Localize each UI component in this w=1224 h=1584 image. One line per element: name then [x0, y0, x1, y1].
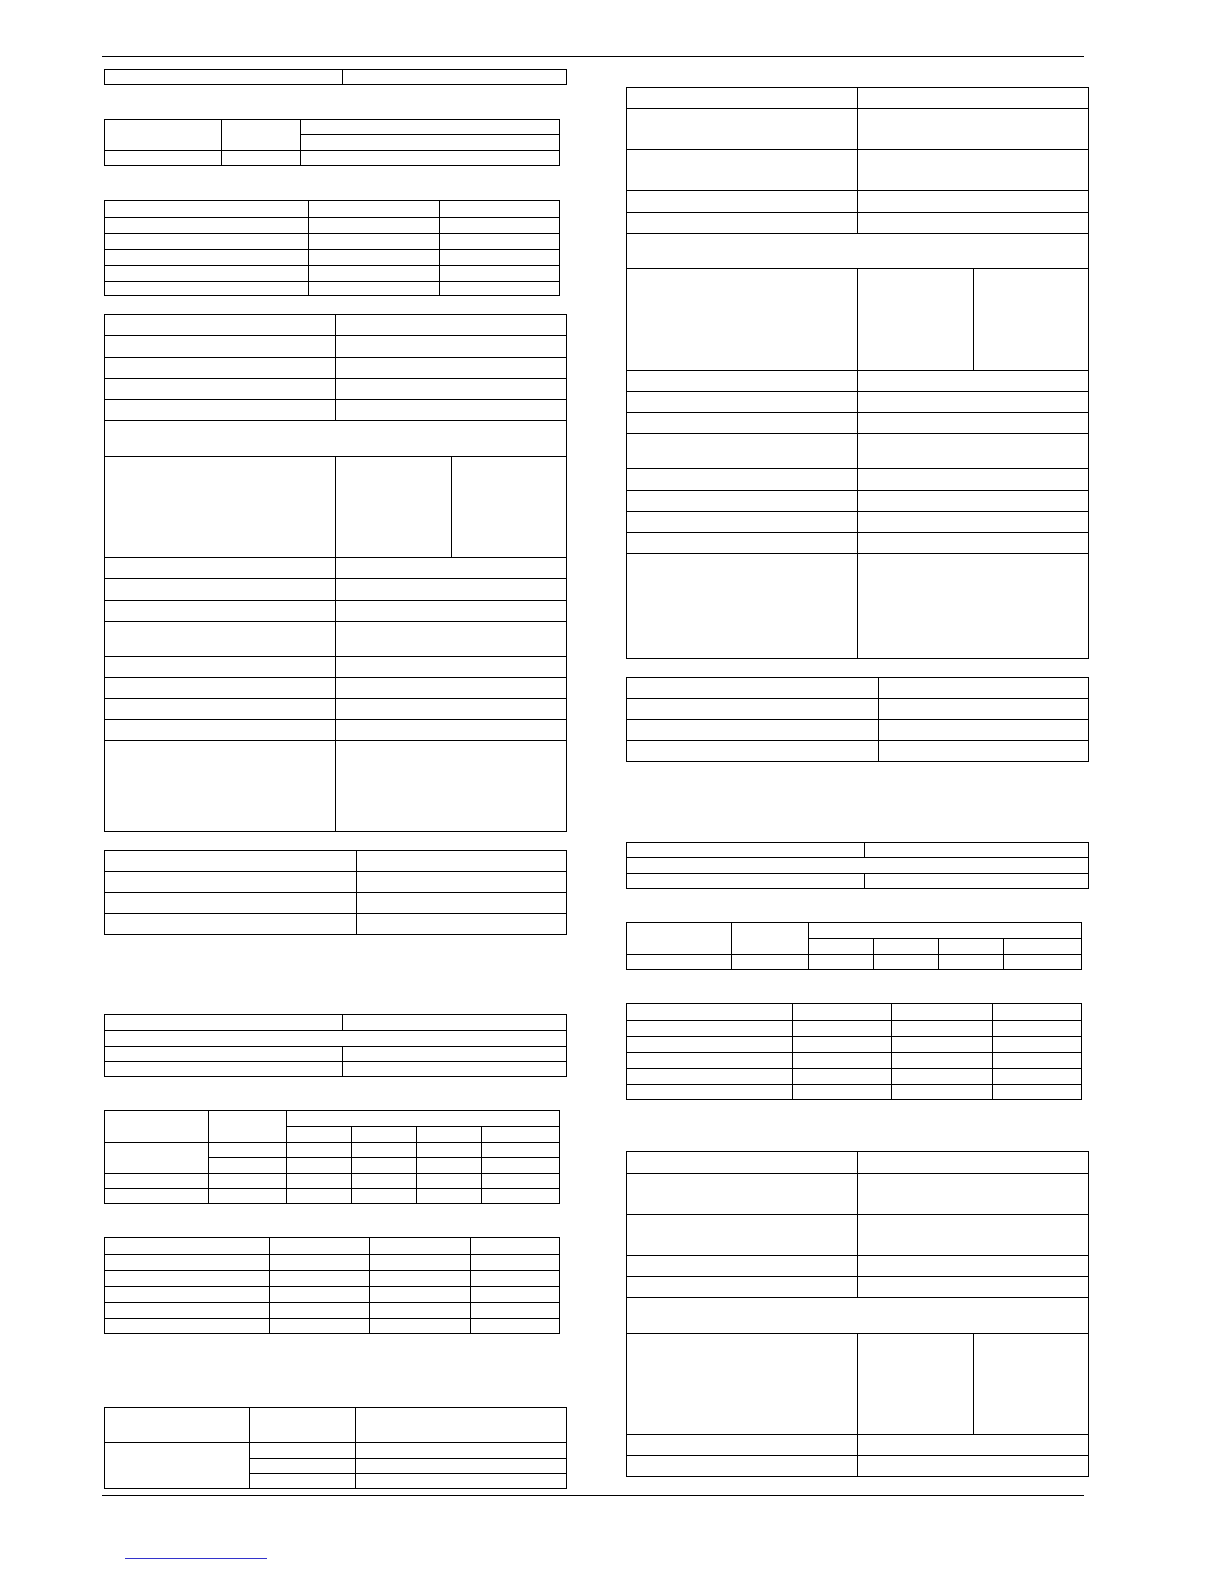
form-table [626, 677, 1089, 762]
form-table [104, 850, 567, 935]
footer-rule [102, 1495, 1084, 1496]
form-table [104, 69, 567, 85]
data-table [104, 1237, 560, 1334]
form-table [626, 1151, 1089, 1477]
form-table [104, 1407, 567, 1489]
data-table [626, 922, 1082, 970]
form-table [626, 87, 1089, 659]
form-table [104, 1014, 567, 1077]
form-table [104, 314, 567, 832]
footer-link[interactable] [125, 1558, 267, 1559]
form-table [626, 842, 1089, 889]
data-table [626, 1003, 1082, 1100]
form-table [104, 119, 560, 166]
data-table [104, 200, 560, 296]
header-rule [102, 56, 1084, 57]
data-table [104, 1110, 560, 1204]
